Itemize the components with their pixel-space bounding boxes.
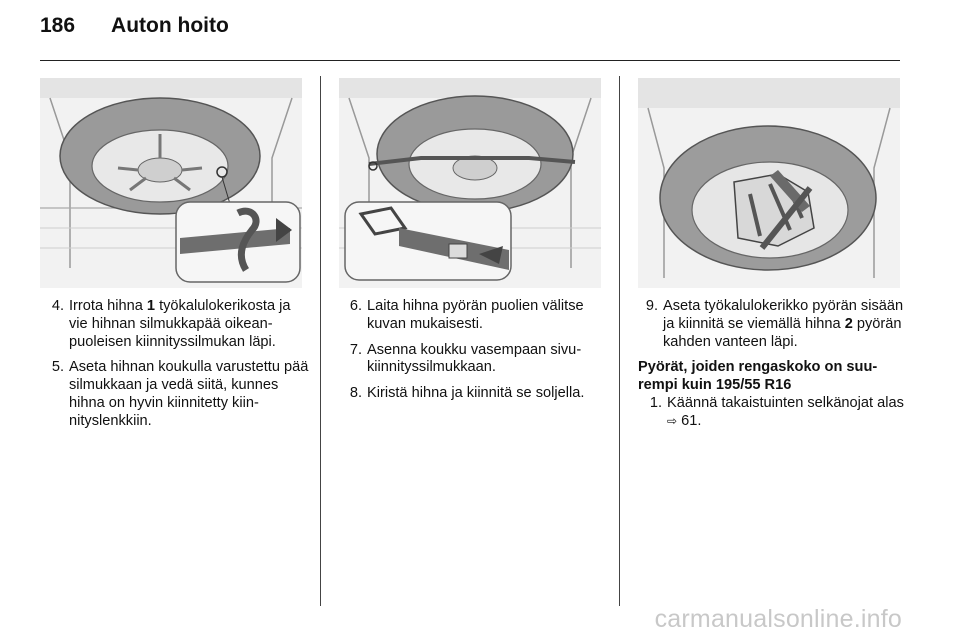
figure-toolbox-in-wheel bbox=[638, 78, 900, 288]
figure-strap-through-spokes bbox=[339, 78, 601, 288]
page-reference[interactable]: 61. bbox=[681, 412, 702, 429]
step-8: 8. Kiristä hihna ja kiinnitä se soljella. bbox=[349, 385, 585, 402]
column-2-text bbox=[342, 298, 608, 411]
page-number: 186 bbox=[40, 14, 76, 37]
step-1: 1. Käännä takaistuinten selkänojat alas ⇨ 61. bbox=[649, 394, 904, 429]
header-rule bbox=[40, 60, 900, 61]
column-divider-1 bbox=[320, 76, 321, 606]
step-6: 6. Laita hihna pyörän puolien välitse kuvan mukaisesti. bbox=[349, 298, 584, 332]
step-9: 9. Aseta työkalulokerikko pyörän sisään ja kiinnitä se viemällä hihna 2 pyörän kahden vanteen läpi. bbox=[645, 298, 904, 350]
subheading-larger-tyres: Pyörät, joiden rengaskoko on suurempi kuin 195/55 R16 bbox=[638, 359, 878, 394]
watermark: carmanualsonline.info bbox=[654, 605, 902, 633]
figure-strap-attach bbox=[40, 78, 302, 288]
callout-2: 2 bbox=[844, 315, 853, 332]
callout-1: 1 bbox=[146, 298, 156, 314]
column-3-text bbox=[638, 298, 906, 439]
step-4: 4. Irrota hihna 1 työkalulokerikosta ja vie hihnan silmukkapää oikeanpuoleisen kiinnityssilmukan läpi. bbox=[51, 298, 291, 350]
section-title: Auton hoito bbox=[111, 14, 229, 37]
step-7: 7. Asenna koukku vasempaan sivukiinnityssilmukkaan. bbox=[349, 341, 582, 376]
column-1-text bbox=[44, 298, 312, 439]
column-divider-2 bbox=[619, 76, 620, 606]
step-5: 5. Aseta hihnan koukulla varustettu pää silmukkaan ja vedä siitä, kunnes hihna on hyvin kiinnitetty kiinnityslenkkiin. bbox=[51, 359, 309, 429]
page-reference-arrow-icon: ⇨ bbox=[667, 413, 678, 428]
page-header bbox=[40, 14, 229, 54]
